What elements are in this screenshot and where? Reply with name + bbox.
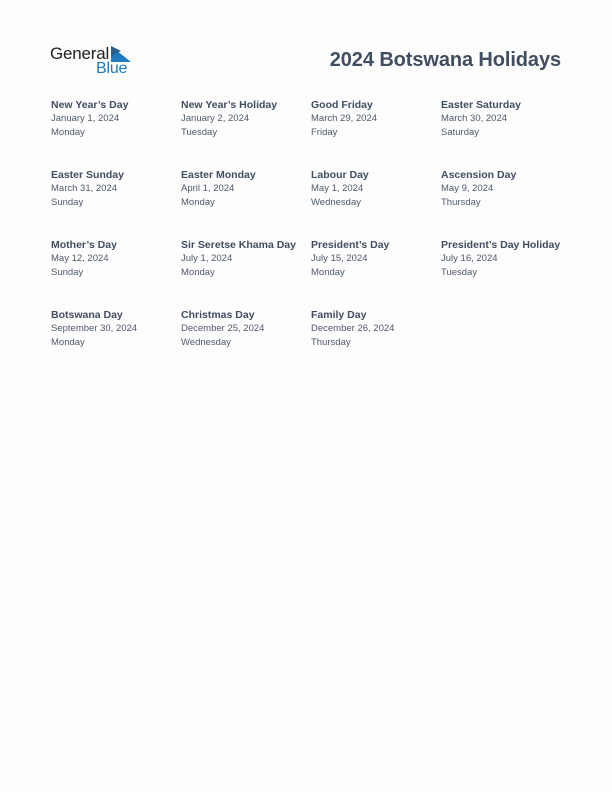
holiday-weekday: Wednesday xyxy=(311,196,361,208)
holiday-date: January 2, 2024 xyxy=(181,113,250,124)
holiday-entry xyxy=(311,238,439,279)
holiday-entry xyxy=(51,168,179,209)
holiday-entry xyxy=(51,98,179,139)
holiday-weekday: Monday xyxy=(311,266,345,278)
holiday-date: December 25, 2024 xyxy=(181,323,265,334)
holiday-name: Sir Seretse Khama Day xyxy=(181,239,296,251)
holiday-weekday: Tuesday xyxy=(181,126,218,138)
holiday-name: Easter Sunday xyxy=(51,169,124,181)
holiday-date: January 1, 2024 xyxy=(51,113,120,124)
holiday-weekday: Monday xyxy=(181,266,215,278)
holiday-entry xyxy=(181,98,309,139)
holiday-weekday: Sunday xyxy=(51,266,84,278)
holiday-name: Ascension Day xyxy=(441,169,517,181)
holiday-name: Family Day xyxy=(311,309,367,321)
holiday-entry xyxy=(181,308,309,349)
holiday-entry xyxy=(441,168,569,209)
holiday-name: President’s Day xyxy=(311,239,390,251)
holiday-entry xyxy=(311,98,439,139)
holiday-entry xyxy=(311,308,439,349)
holiday-weekday: Monday xyxy=(51,126,85,138)
holiday-date: March 29, 2024 xyxy=(311,113,378,124)
brand-name-general: General xyxy=(50,44,110,63)
holiday-weekday: Wednesday xyxy=(181,336,231,348)
brand-logo xyxy=(50,44,140,78)
holiday-entry xyxy=(181,168,309,209)
holiday-weekday: Monday xyxy=(181,196,215,208)
holiday-name: Labour Day xyxy=(311,169,369,181)
holiday-date: March 30, 2024 xyxy=(441,113,508,124)
holiday-name: Easter Saturday xyxy=(441,99,521,111)
holiday-name: Easter Monday xyxy=(181,169,256,181)
holiday-entry xyxy=(441,238,569,279)
brand-name-blue: Blue xyxy=(96,60,128,77)
holiday-name: New Year’s Day xyxy=(51,99,129,111)
holiday-name: Christmas Day xyxy=(181,309,255,321)
holiday-date: March 31, 2024 xyxy=(51,183,118,194)
holiday-name: Mother’s Day xyxy=(51,239,117,251)
holiday-entry xyxy=(51,308,179,349)
holiday-date: May 9, 2024 xyxy=(441,183,494,194)
holiday-date: April 1, 2024 xyxy=(181,183,235,194)
holiday-entry xyxy=(51,238,179,279)
holiday-name: New Year’s Holiday xyxy=(181,99,278,111)
holiday-weekday: Thursday xyxy=(441,196,481,208)
holiday-date: December 26, 2024 xyxy=(311,323,395,334)
holiday-weekday: Tuesday xyxy=(441,266,478,278)
holiday-name: Good Friday xyxy=(311,99,373,111)
holiday-date: July 15, 2024 xyxy=(311,253,368,264)
holiday-entry xyxy=(181,238,309,279)
holiday-entry xyxy=(441,98,569,139)
holiday-weekday: Thursday xyxy=(311,336,351,348)
holiday-name: Botswana Day xyxy=(51,309,123,321)
holiday-date: May 12, 2024 xyxy=(51,253,109,264)
holiday-weekday: Saturday xyxy=(441,126,480,138)
holiday-date: September 30, 2024 xyxy=(51,323,138,334)
holiday-name: President’s Day Holiday xyxy=(441,239,561,251)
holiday-weekday: Sunday xyxy=(51,196,84,208)
page-title: 2024 Botswana Holidays xyxy=(329,49,561,71)
holiday-date: July 16, 2024 xyxy=(441,253,498,264)
holiday-entry xyxy=(311,168,439,209)
holiday-weekday: Friday xyxy=(311,126,338,138)
holiday-weekday: Monday xyxy=(51,336,85,348)
holiday-date: May 1, 2024 xyxy=(311,183,364,194)
holiday-date: July 1, 2024 xyxy=(181,253,233,264)
